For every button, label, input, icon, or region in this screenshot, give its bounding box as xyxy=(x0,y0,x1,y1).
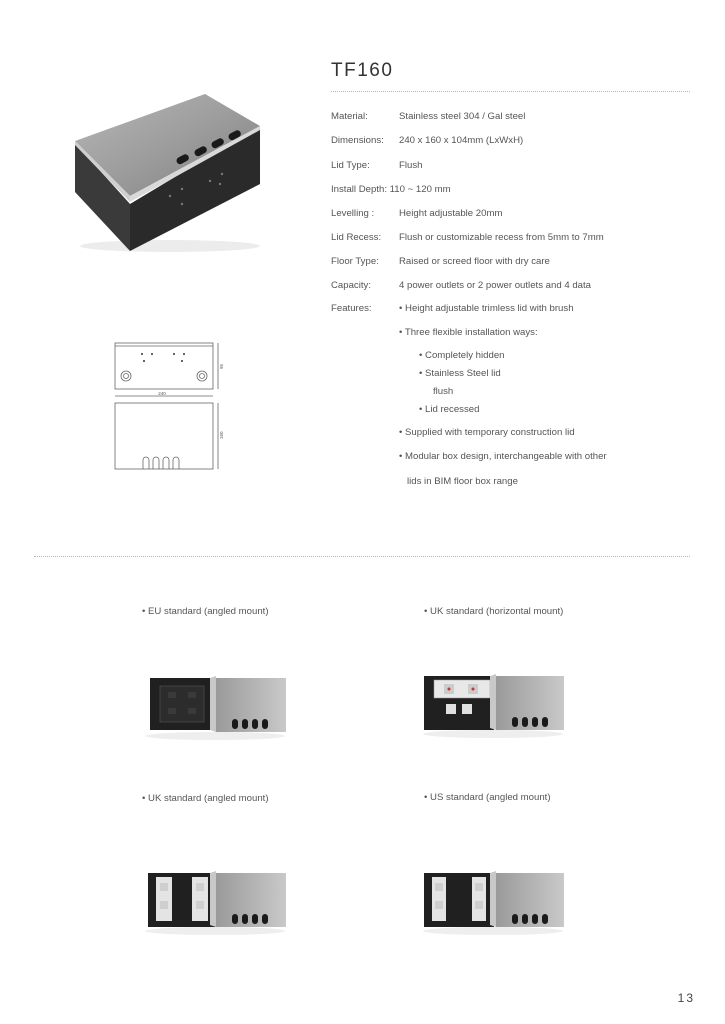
feature-item: • Height adjustable trimless lid with brush xyxy=(399,303,574,314)
drawing-width-dim: 240 xyxy=(158,391,166,396)
product-box-photo xyxy=(70,86,270,256)
feature-item: • Modular box design, interchangeable with other xyxy=(399,451,607,462)
spec-material: Material: Stainless steel 304 / Gal steel xyxy=(331,111,526,122)
feature-item: lids in BIM floor box range xyxy=(407,476,518,487)
feature-item: • Supplied with temporary construction lid xyxy=(399,427,575,438)
top-divider xyxy=(331,91,690,92)
variant-photo-uk-angled xyxy=(140,867,290,937)
drawing-height-dim-top: 95 xyxy=(219,363,224,369)
variant-label-eu: • EU standard (angled mount) xyxy=(142,606,269,617)
feature-item: • Three flexible installation ways: xyxy=(399,327,538,338)
spec-dimensions: Dimensions: 240 x 160 x 104mm (LxWxH) xyxy=(331,135,524,146)
spec-capacity: Capacity: 4 power outlets or 2 power outlets and 4 data xyxy=(331,280,591,291)
middle-divider xyxy=(34,556,690,557)
spec-levelling: Levelling : Height adjustable 20mm xyxy=(331,208,503,219)
variant-label-uk-angled: • UK standard (angled mount) xyxy=(142,793,269,804)
page-number: 13 xyxy=(677,991,695,1005)
spec-features-label: Features: xyxy=(331,303,372,314)
spec-lid-recess: Lid Recess: Flush or customizable recess from 5mm to 7mm xyxy=(331,232,604,243)
product-title: TF160 xyxy=(331,60,394,81)
install-way-item: • Lid recessed xyxy=(419,404,480,415)
install-way-item: flush xyxy=(433,386,454,397)
drawing-height-dim-bottom: 160 xyxy=(219,431,224,439)
variant-photo-eu xyxy=(140,672,290,742)
spec-lid-type: Lid Type: Flush xyxy=(331,160,423,171)
technical-drawing xyxy=(110,333,230,478)
install-way-item: • Completely hidden xyxy=(419,350,505,361)
variant-photo-us xyxy=(418,867,568,937)
spec-install-depth: Install Depth: 110 ~ 120 mm xyxy=(331,184,451,195)
variant-photo-uk-horizontal xyxy=(418,670,568,740)
install-way-item: • Stainless Steel lid xyxy=(419,368,501,379)
spec-floor-type: Floor Type: Raised or screed floor with dry care xyxy=(331,256,550,267)
variant-label-uk-horizontal: • UK standard (horizontal mount) xyxy=(424,606,564,617)
variant-label-us: • US standard (angled mount) xyxy=(424,792,551,803)
